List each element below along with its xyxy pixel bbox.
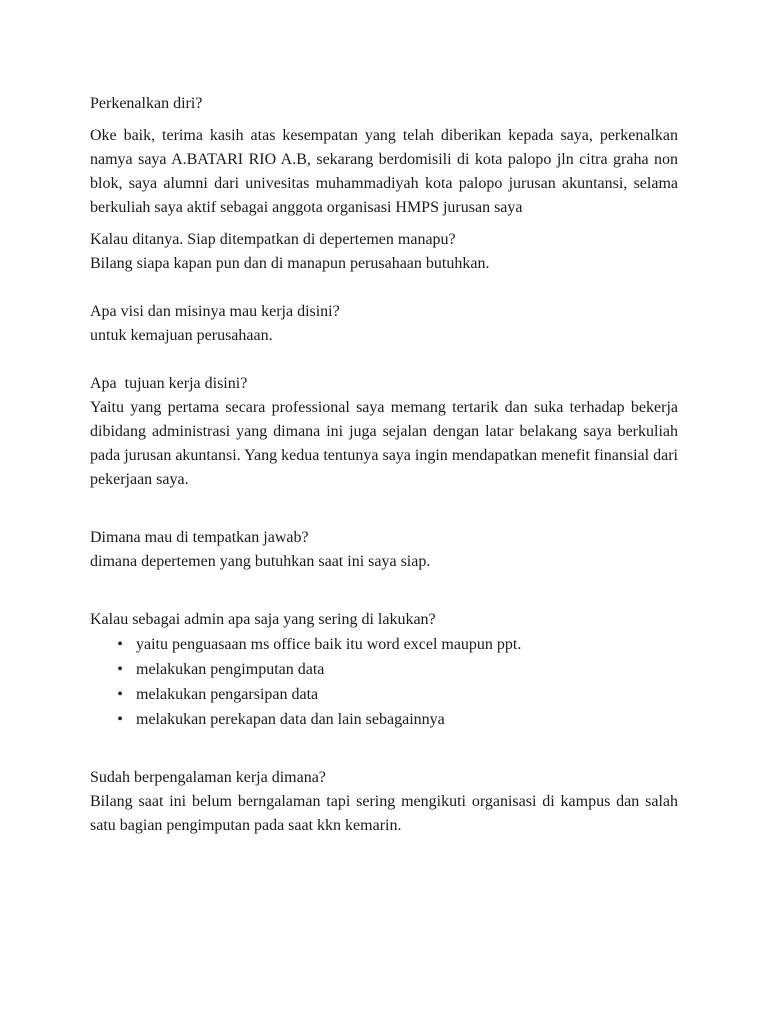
- intro-question: Perkenalkan diri?: [90, 95, 203, 112]
- bullet-icon: •: [117, 686, 123, 703]
- admin-question: Kalau sebagai admin apa saja yang sering di lakukan?: [90, 611, 436, 628]
- list-item-text: melakukan pengarsipan data: [136, 686, 319, 703]
- list-item-text: melakukan perekapan data dan lain sebagainnya: [136, 711, 445, 728]
- goal-question: Apa tujuan kerja disini?: [90, 375, 248, 392]
- department-question: Kalau ditanya. Siap ditempatkan di depertemen manapu?: [90, 231, 456, 248]
- bullet-icon: •: [117, 711, 123, 728]
- admin-task-list: [90, 632, 678, 732]
- list-item: [90, 707, 678, 732]
- document-page: [90, 92, 678, 838]
- goal-answer: Yaitu yang pertama secara professional saya memang tertarik dan suka terhadap bekerja dibidang administrasi yang dimana ini juga sejalan dengan latar belakang saya berkuliah pada jurusan akuntansi. Yang kedua tentunya saya ingin mendapatkan menefit finansial dari pekerjaan saya.: [90, 399, 678, 488]
- list-item: [90, 632, 678, 657]
- bullet-icon: •: [117, 636, 123, 653]
- experience-question: Sudah berpengalaman kerja dimana?: [90, 769, 326, 786]
- vision-question: Apa visi dan misinya mau kerja disini?: [90, 303, 340, 320]
- placement-question: Dimana mau di tempatkan jawab?: [90, 529, 309, 546]
- list-item: [90, 657, 678, 682]
- bullet-icon: •: [117, 661, 123, 678]
- intro-answer: Oke baik, terima kasih atas kesempatan yang telah diberikan kepada saya, perkenalkan namya saya A.BATARI RIO A.B, sekarang berdomisili di kota palopo jln citra graha non blok, saya alumni dari univesitas muhammadiyah kota palopo jurusan akuntansi, selama berkuliah saya aktif sebagai anggota organisasi HMPS jurusan saya: [90, 127, 678, 216]
- list-item: [90, 682, 678, 707]
- vision-answer: untuk kemajuan perusahaan.: [90, 327, 273, 344]
- list-item-text: melakukan pengimputan data: [136, 661, 325, 678]
- list-item-text: yaitu penguasaan ms office baik itu word excel maupun ppt.: [136, 636, 522, 653]
- department-answer: Bilang siapa kapan pun dan di manapun perusahaan butuhkan.: [90, 255, 490, 272]
- experience-answer: Bilang saat ini belum berngalaman tapi sering mengikuti organisasi di kampus dan salah satu bagian pengimputan pada saat kkn kemarin.: [90, 793, 678, 834]
- placement-answer: dimana depertemen yang butuhkan saat ini saya siap.: [90, 553, 431, 570]
